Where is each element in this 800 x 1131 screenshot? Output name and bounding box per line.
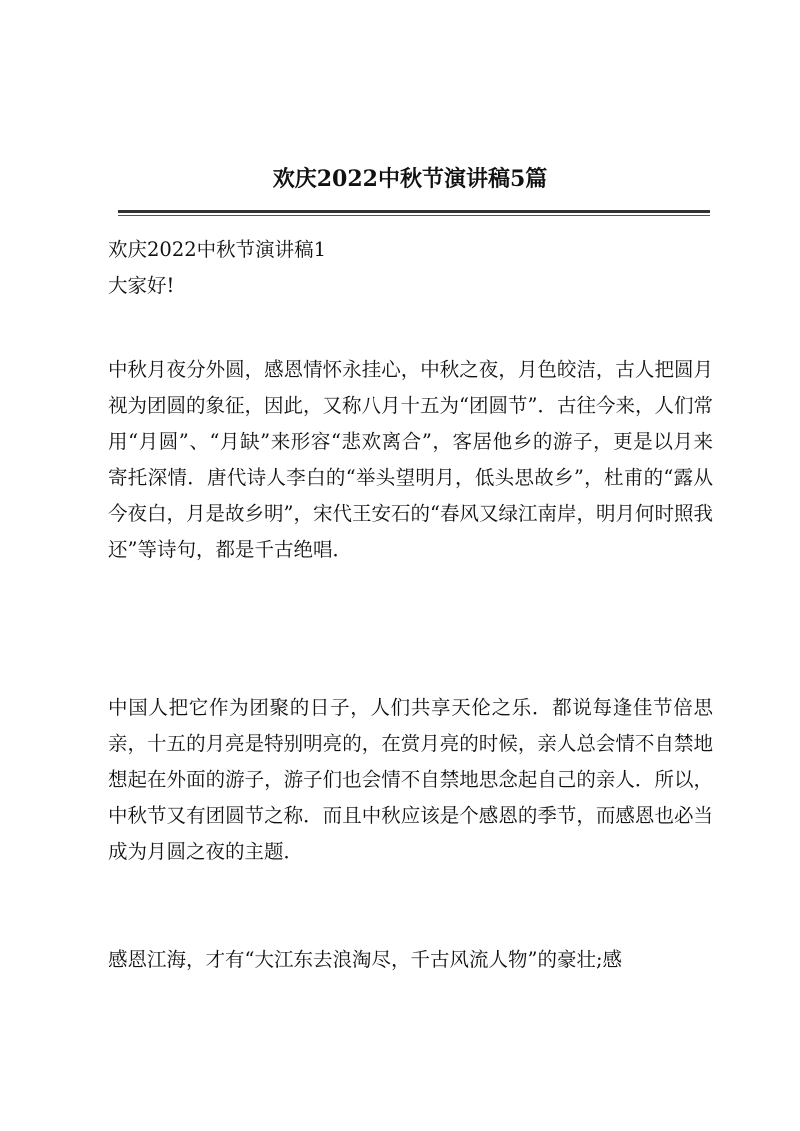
document-title: 欢庆2022中秋节演讲稿5篇 [272,166,548,192]
greeting-line: 大家好! [108,274,175,297]
paragraph-1: 中秋月夜分外圆，感恩情怀永挂心，中秋之夜，月色皎洁，古人把圆月视为团圆的象征，因此，又称八月十五为“团圆节”．古往今来，人们常用“月圆”、“月缺”来形容“悲欢离合”，客居他乡的游子，更是以月来寄托深情．唐代诗人李白的“举头望明月，低头思故乡”，杜甫的“露从今夜白，月是故乡明”，宋代王安石的“春风又绿江南岸，明月何时照我还”等诗句，都是千古绝唱． [108,358,713,561]
section-subtitle: 欢庆2022中秋节演讲稿1 [108,238,327,261]
title-divider-thin [118,215,710,216]
paragraph-2: 中国人把它作为团聚的日子，人们共享天伦之乐．都说每逢佳节倍思亲，十五的月亮是特别明亮的，在赏月亮的时候，亲人总会情不自禁地想起在外面的游子，游子们也会情不自禁地思念起自己的亲人．所以，中秋节又有团圆节之称．而且中秋应该是个感恩的季节，而感恩也必当成为月圆之夜的主题． [108,696,713,863]
paragraph-3: 感恩江海，才有“大江东去浪淘尽，千古风流人物”的豪壮;感 [108,948,623,971]
title-divider [118,210,710,213]
